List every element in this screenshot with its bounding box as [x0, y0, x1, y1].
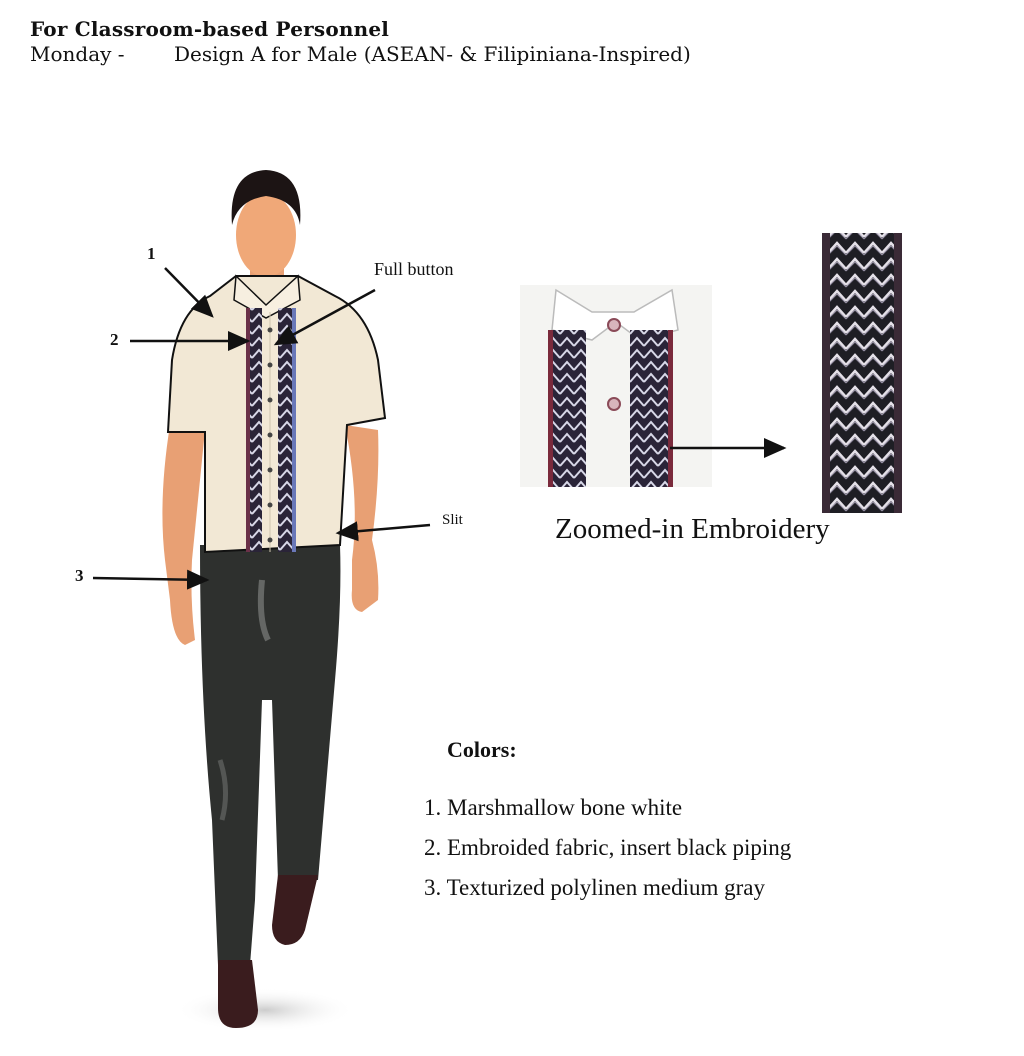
embroidery-left	[250, 308, 262, 552]
callout-number-3: 3	[75, 566, 84, 585]
embroidery-closeup	[822, 233, 902, 513]
collar-closeup	[520, 285, 712, 487]
left-arm	[162, 425, 205, 645]
day-label: Monday -	[30, 42, 125, 66]
color-item: 3. Texturized polylinen medium gray	[424, 875, 765, 900]
color-item: 2. Embroided fabric, insert black piping	[424, 835, 792, 860]
page-title: For Classroom-based Personnel	[30, 17, 390, 41]
shirt	[168, 276, 385, 552]
left-shoe	[218, 960, 258, 1028]
trousers	[200, 545, 340, 965]
right-arm	[345, 425, 378, 612]
callout-number-1: 1	[147, 244, 156, 263]
zoom-caption: Zoomed-in Embroidery	[555, 513, 830, 545]
embroidery-right	[278, 308, 292, 552]
callout-number-2: 2	[110, 330, 119, 349]
right-shoe	[272, 875, 318, 945]
colors-heading: Colors:	[447, 737, 517, 762]
callout-full-button: Full button	[374, 259, 454, 279]
floor-shadow	[175, 988, 355, 1032]
color-item: 1. Marshmallow bone white	[424, 795, 683, 820]
colors-list	[424, 788, 791, 908]
arrow-slit	[338, 525, 430, 533]
arrow-1	[165, 268, 212, 316]
design-label: Design A for Male (ASEAN- & Filipiniana-Inspired)	[174, 42, 691, 66]
face	[236, 193, 296, 277]
callout-slit: Slit	[442, 512, 463, 528]
